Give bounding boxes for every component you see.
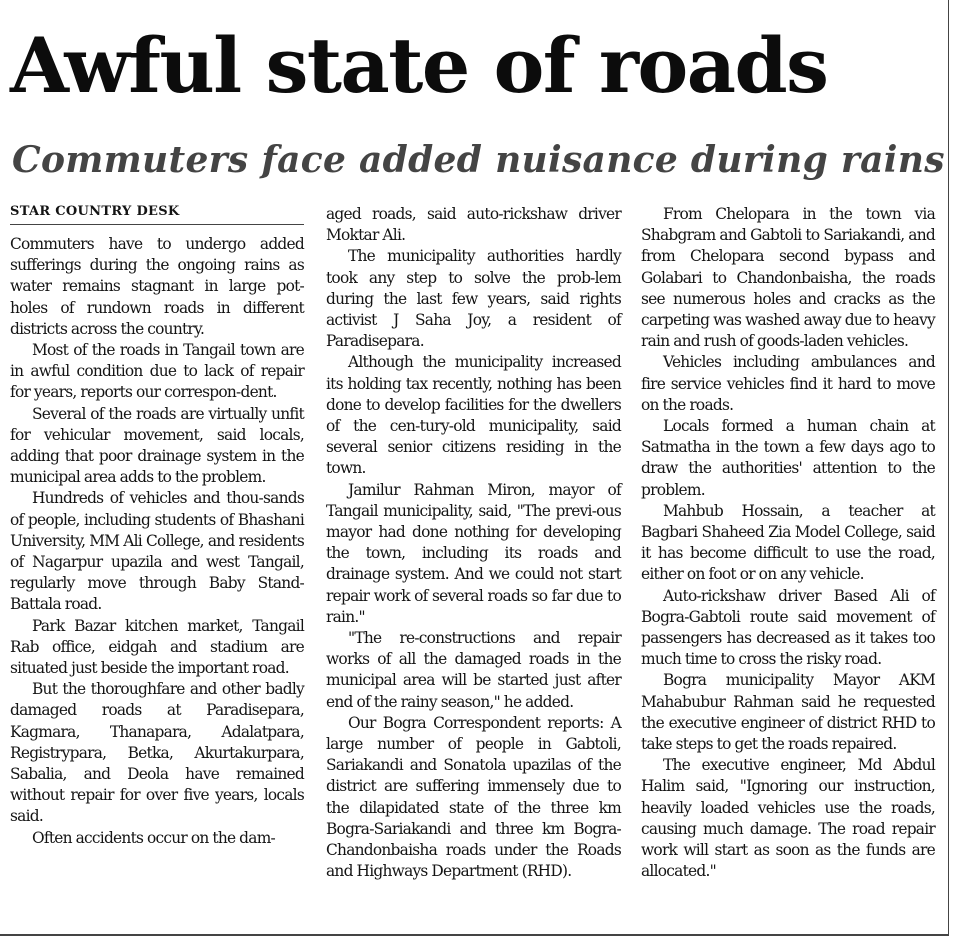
paragraph: Several of the roads are virtually unfit for vehicular movement, said locals, adding that poor drainage system in the municipal area adds to the problem. <box>10 404 304 487</box>
byline: STAR COUNTRY DESK <box>10 204 304 225</box>
page-border-bottom <box>0 934 949 936</box>
paragraph: Locals formed a human chain at Satmatha in the town a few days ago to draw the authorities' attention to the problem. <box>641 417 935 499</box>
paragraph: Commuters have to undergo added sufferings during the ongoing rains as water remains stagnant in large pot-holes of rundown roads in different districts across the country. <box>10 235 304 338</box>
paragraph: Auto-rickshaw driver Based Ali of Bogra-Gabtoli route said movement of passengers has decreased as it takes too much time to cross the risky road. <box>641 586 935 669</box>
paragraph: "The re-constructions and repair works of all the damaged roads in the municipal area will be started just after end of the rainy season," he added. <box>326 629 621 711</box>
paragraph: From Chelopara in the town via Shabgram and Gabtoli to Sariakandi, and from Chelopara second bypass and Golabari to Chandonbaisha, the roads see numerous holes and cracks as the carpeting was washed away due to heavy rain and rush of goods-laden vehicles. <box>641 205 935 351</box>
headline: Awful state of roads <box>10 21 828 110</box>
paragraph: Most of the roads in Tangail town are in awful condition due to lack of repair for years, reports our correspon-dent. <box>10 341 304 402</box>
article-column-3 <box>641 204 935 883</box>
paragraph: Often accidents occur on the dam- <box>32 828 276 847</box>
paragraph: Bogra municipality Mayor AKM Mahabubur Rahman said he requested the executive engineer of district RHD to take steps to get the roads repaired. <box>641 671 935 754</box>
paragraph: aged roads, said auto-rickshaw driver Moktar Ali. <box>326 205 621 245</box>
paragraph: The municipality authorities hardly took any step to solve the prob-lem during the last few years, said rights activist J Saha Joy, a resident of Paradisepara. <box>326 247 621 351</box>
paragraph: Our Bogra Correspondent reports: A large number of people in Gabtoli, Sariakandi and Sonatola upazilas of the district are suffering immensely due to the dilapidated state of the three km Bogra-Sariakandi and three km Bogra-Chandonbaisha roads under the Roads and Highways Department (RHD). <box>326 713 621 881</box>
paragraph: Mahbub Hossain, a teacher at Bagbari Shaheed Zia Model College, said it has become difficult to use the road, either on foot or on any vehicle. <box>641 501 935 584</box>
paragraph: Jamilur Rahman Miron, mayor of Tangail municipality, said, "The previ-ous mayor had done nothing for developing the town, including its roads and drainage system. And we could not start repair work of several roads so far due to rain." <box>326 480 621 626</box>
article-column-2 <box>326 204 621 883</box>
article-column-1 <box>10 204 304 849</box>
subheadline: Commuters face added nuisance during rains <box>12 139 945 181</box>
paragraph: Vehicles including ambulances and fire service vehicles find it hard to move on the roads. <box>641 353 935 414</box>
paragraph: Park Bazar kitchen market, Tangail Rab office, eidgah and stadium are situated just beside the important road. <box>10 616 304 678</box>
paragraph: Although the municipality increased its holding tax recently, nothing has been done to develop facilities for the dwellers of the cen-tury-old municipality, said several senior citizens residing in the town. <box>326 353 621 478</box>
paragraph: The executive engineer, Md Abdul Halim said, "Ignoring our instruction, heavily loaded vehicles use the roads, causing much damage. The road repair work will start as soon as the funds are allocated." <box>641 756 935 881</box>
page-border-right <box>948 0 949 935</box>
paragraph: Hundreds of vehicles and thou-sands of people, including students of Bhashani University, MM Ali College, and residents of Nagarpur upazila and west Tangail, regularly move through Baby Stand-Battala road. <box>10 489 304 614</box>
paragraph: But the thoroughfare and other badly damaged roads at Paradisepara, Kagmara, Thanapara, Adalatpara, Registrypara, Betka, Akurtakurpara, Sabalia, and Deola have remained without repair for over five years, locals said. <box>10 680 304 826</box>
